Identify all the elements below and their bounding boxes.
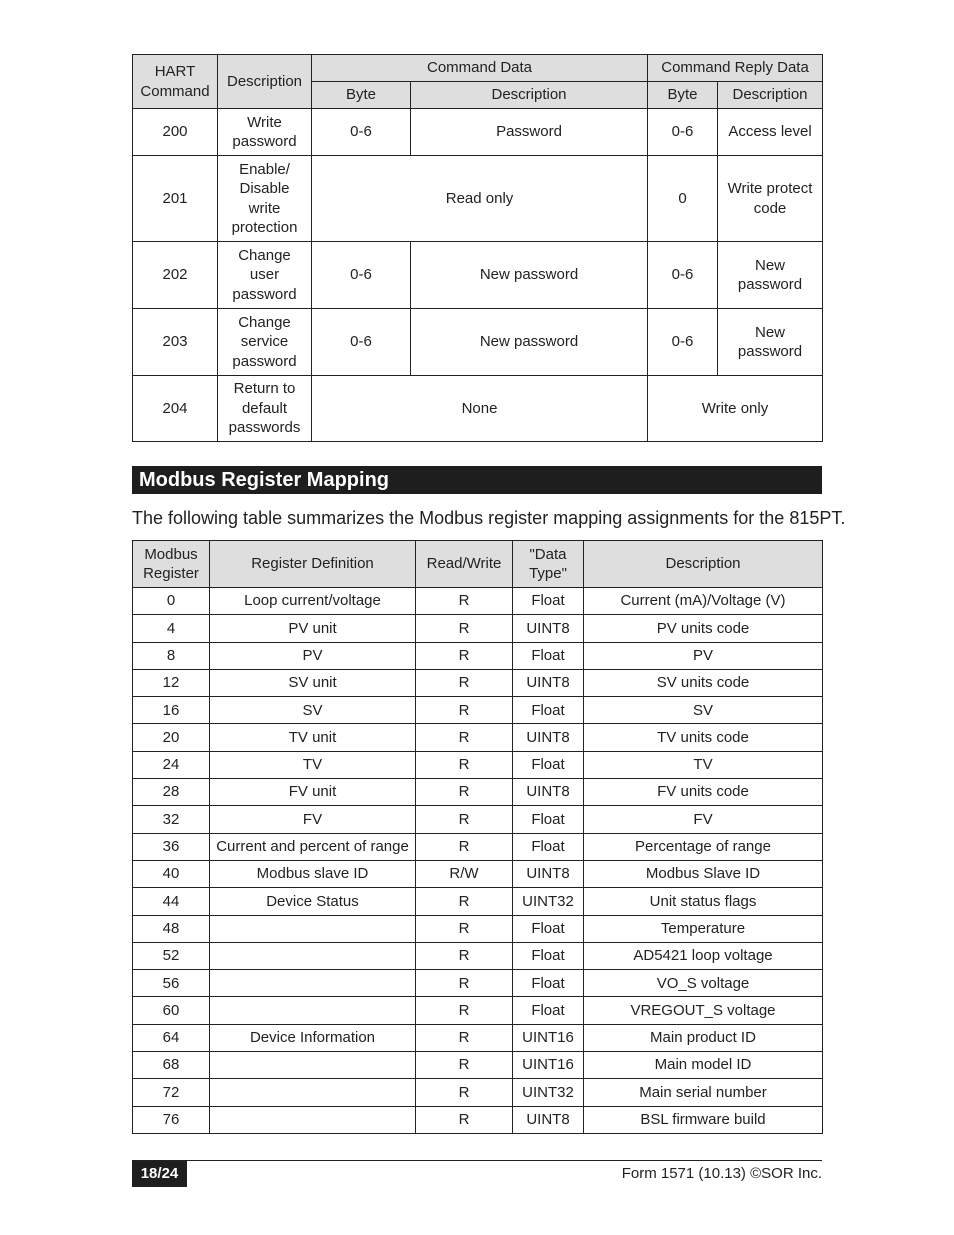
data-type-cell: UINT8 <box>513 615 584 642</box>
data-type-cell: Float <box>513 588 584 615</box>
cr-description-cell: New password <box>718 309 823 376</box>
read-write-cell: R <box>416 970 513 997</box>
cd-description-cell: New password <box>411 309 648 376</box>
definition-cell: Loop current/voltage <box>210 588 416 615</box>
read-write-cell: R <box>416 724 513 751</box>
cd-byte-cell: 0-6 <box>312 242 411 309</box>
register-cell: 0 <box>133 588 210 615</box>
data-type-cell: UINT8 <box>513 724 584 751</box>
description-cell: SV <box>584 697 823 724</box>
read-write-cell: R <box>416 1079 513 1106</box>
header-hart-command: HART Command <box>133 55 218 109</box>
table-row <box>133 997 823 1024</box>
table-row <box>133 724 823 751</box>
description-cell: Percentage of range <box>584 833 823 860</box>
cr-byte-cell: 0 <box>648 156 718 242</box>
read-write-cell: R <box>416 615 513 642</box>
cd-merged-cell: Read only <box>312 156 648 242</box>
data-type-cell: Float <box>513 942 584 969</box>
description-cell: SV units code <box>584 669 823 696</box>
definition-cell: SV <box>210 697 416 724</box>
table-row <box>133 642 823 669</box>
definition-cell <box>210 970 416 997</box>
description-cell: Current (mA)/Voltage (V) <box>584 588 823 615</box>
definition-cell <box>210 1052 416 1079</box>
data-type-cell: Float <box>513 970 584 997</box>
register-cell: 16 <box>133 697 210 724</box>
data-type-cell: Float <box>513 833 584 860</box>
definition-cell: SV unit <box>210 669 416 696</box>
register-cell: 44 <box>133 888 210 915</box>
table-row <box>133 376 823 442</box>
data-type-cell: UINT8 <box>513 779 584 806</box>
table-row <box>133 615 823 642</box>
read-write-cell: R <box>416 588 513 615</box>
header-description: Description <box>584 541 823 588</box>
register-cell: 40 <box>133 860 210 887</box>
register-cell: 76 <box>133 1106 210 1133</box>
hart-command-cell: 202 <box>133 242 218 309</box>
description-cell: Main model ID <box>584 1052 823 1079</box>
header-cr-byte: Byte <box>648 82 718 109</box>
data-type-cell: UINT8 <box>513 669 584 696</box>
data-type-cell: UINT16 <box>513 1024 584 1051</box>
table-row <box>133 970 823 997</box>
description-cell: Change service password <box>218 309 312 376</box>
data-type-cell: UINT8 <box>513 860 584 887</box>
header-modbus-register: Modbus Register <box>133 541 210 588</box>
description-cell: TV units code <box>584 724 823 751</box>
header-register-definition: Register Definition <box>210 541 416 588</box>
cr-description-cell: Write protect code <box>718 156 823 242</box>
data-type-cell: Float <box>513 806 584 833</box>
description-cell: FV units code <box>584 779 823 806</box>
table-row <box>133 942 823 969</box>
read-write-cell: R <box>416 642 513 669</box>
definition-cell: PV <box>210 642 416 669</box>
data-type-cell: UINT32 <box>513 1079 584 1106</box>
table-row <box>133 156 823 242</box>
form-reference: Form 1571 (10.13) ©SOR Inc. <box>621 1165 822 1182</box>
table-row <box>133 1079 823 1106</box>
page-number: 18/24 <box>132 1161 187 1187</box>
data-type-cell: Float <box>513 915 584 942</box>
table-row <box>133 697 823 724</box>
definition-cell: PV unit <box>210 615 416 642</box>
register-cell: 12 <box>133 669 210 696</box>
data-type-cell: UINT8 <box>513 1106 584 1133</box>
description-cell: AD5421 loop voltage <box>584 942 823 969</box>
header-cr-description: Description <box>718 82 823 109</box>
data-type-cell: UINT16 <box>513 1052 584 1079</box>
register-cell: 56 <box>133 970 210 997</box>
description-cell: TV <box>584 751 823 778</box>
hart-command-table <box>132 54 823 442</box>
definition-cell: Device Status <box>210 888 416 915</box>
data-type-cell: Float <box>513 751 584 778</box>
data-type-cell: Float <box>513 642 584 669</box>
table-row <box>133 751 823 778</box>
cd-description-cell: Password <box>411 109 648 156</box>
register-cell: 48 <box>133 915 210 942</box>
register-cell: 4 <box>133 615 210 642</box>
cd-byte-cell: 0-6 <box>312 309 411 376</box>
table-row <box>133 669 823 696</box>
read-write-cell: R <box>416 888 513 915</box>
definition-cell <box>210 997 416 1024</box>
definition-cell: FV unit <box>210 779 416 806</box>
table-row <box>133 915 823 942</box>
header-command-data: Command Data <box>312 55 648 82</box>
definition-cell <box>210 1106 416 1133</box>
hart-command-cell: 201 <box>133 156 218 242</box>
table-row <box>133 860 823 887</box>
definition-cell <box>210 915 416 942</box>
read-write-cell: R/W <box>416 860 513 887</box>
cr-description-cell: Access level <box>718 109 823 156</box>
table-row <box>133 1052 823 1079</box>
register-cell: 8 <box>133 642 210 669</box>
footer-divider <box>132 1160 822 1161</box>
definition-cell: Current and percent of range <box>210 833 416 860</box>
cd-merged-cell: None <box>312 376 648 442</box>
register-cell: 32 <box>133 806 210 833</box>
header-command-reply-data: Command Reply Data <box>648 55 823 82</box>
header-data-type: "Data Type" <box>513 541 584 588</box>
table-row <box>133 833 823 860</box>
header-read-write: Read/Write <box>416 541 513 588</box>
read-write-cell: R <box>416 1106 513 1133</box>
description-cell: Change user password <box>218 242 312 309</box>
description-cell: FV <box>584 806 823 833</box>
description-cell: VREGOUT_S voltage <box>584 997 823 1024</box>
table-row <box>133 109 823 156</box>
header-cd-description: Description <box>411 82 648 109</box>
data-type-cell: Float <box>513 697 584 724</box>
read-write-cell: R <box>416 751 513 778</box>
description-cell: VO_S voltage <box>584 970 823 997</box>
register-cell: 52 <box>133 942 210 969</box>
register-cell: 36 <box>133 833 210 860</box>
register-cell: 64 <box>133 1024 210 1051</box>
section-heading: Modbus Register Mapping <box>132 466 822 494</box>
read-write-cell: R <box>416 915 513 942</box>
read-write-cell: R <box>416 669 513 696</box>
definition-cell: TV <box>210 751 416 778</box>
table-row <box>133 1024 823 1051</box>
table-row <box>133 588 823 615</box>
description-cell: PV units code <box>584 615 823 642</box>
intro-paragraph: The following table summarizes the Modbus register mapping assignments for the 815PT. <box>132 508 846 528</box>
table-row <box>133 309 823 376</box>
register-cell: 60 <box>133 997 210 1024</box>
description-cell: Write password <box>218 109 312 156</box>
description-cell: Modbus Slave ID <box>584 860 823 887</box>
description-cell: PV <box>584 642 823 669</box>
description-cell: Unit status flags <box>584 888 823 915</box>
read-write-cell: R <box>416 697 513 724</box>
header-cd-byte: Byte <box>312 82 411 109</box>
table-row <box>133 888 823 915</box>
read-write-cell: R <box>416 997 513 1024</box>
header-description: Description <box>218 55 312 109</box>
cr-byte-cell: 0-6 <box>648 242 718 309</box>
definition-cell <box>210 1079 416 1106</box>
description-cell: Temperature <box>584 915 823 942</box>
register-cell: 20 <box>133 724 210 751</box>
cr-merged-cell: Write only <box>648 376 823 442</box>
cr-description-cell: New password <box>718 242 823 309</box>
description-cell: Enable/ Disable write protection <box>218 156 312 242</box>
register-cell: 68 <box>133 1052 210 1079</box>
cr-byte-cell: 0-6 <box>648 109 718 156</box>
register-cell: 28 <box>133 779 210 806</box>
description-cell: BSL firmware build <box>584 1106 823 1133</box>
register-cell: 72 <box>133 1079 210 1106</box>
description-cell: Return to default passwords <box>218 376 312 442</box>
table-row <box>133 242 823 309</box>
table-row <box>133 1106 823 1133</box>
table-row <box>133 779 823 806</box>
definition-cell <box>210 942 416 969</box>
table-row <box>133 806 823 833</box>
description-cell: Main product ID <box>584 1024 823 1051</box>
read-write-cell: R <box>416 806 513 833</box>
read-write-cell: R <box>416 1052 513 1079</box>
definition-cell: Device Information <box>210 1024 416 1051</box>
description-cell: Main serial number <box>584 1079 823 1106</box>
definition-cell: TV unit <box>210 724 416 751</box>
data-type-cell: UINT32 <box>513 888 584 915</box>
read-write-cell: R <box>416 779 513 806</box>
read-write-cell: R <box>416 833 513 860</box>
definition-cell: Modbus slave ID <box>210 860 416 887</box>
cd-byte-cell: 0-6 <box>312 109 411 156</box>
modbus-register-table <box>132 540 823 1134</box>
definition-cell: FV <box>210 806 416 833</box>
cr-byte-cell: 0-6 <box>648 309 718 376</box>
data-type-cell: Float <box>513 997 584 1024</box>
hart-command-cell: 204 <box>133 376 218 442</box>
read-write-cell: R <box>416 942 513 969</box>
register-cell: 24 <box>133 751 210 778</box>
hart-command-cell: 203 <box>133 309 218 376</box>
read-write-cell: R <box>416 1024 513 1051</box>
cd-description-cell: New password <box>411 242 648 309</box>
hart-command-cell: 200 <box>133 109 218 156</box>
